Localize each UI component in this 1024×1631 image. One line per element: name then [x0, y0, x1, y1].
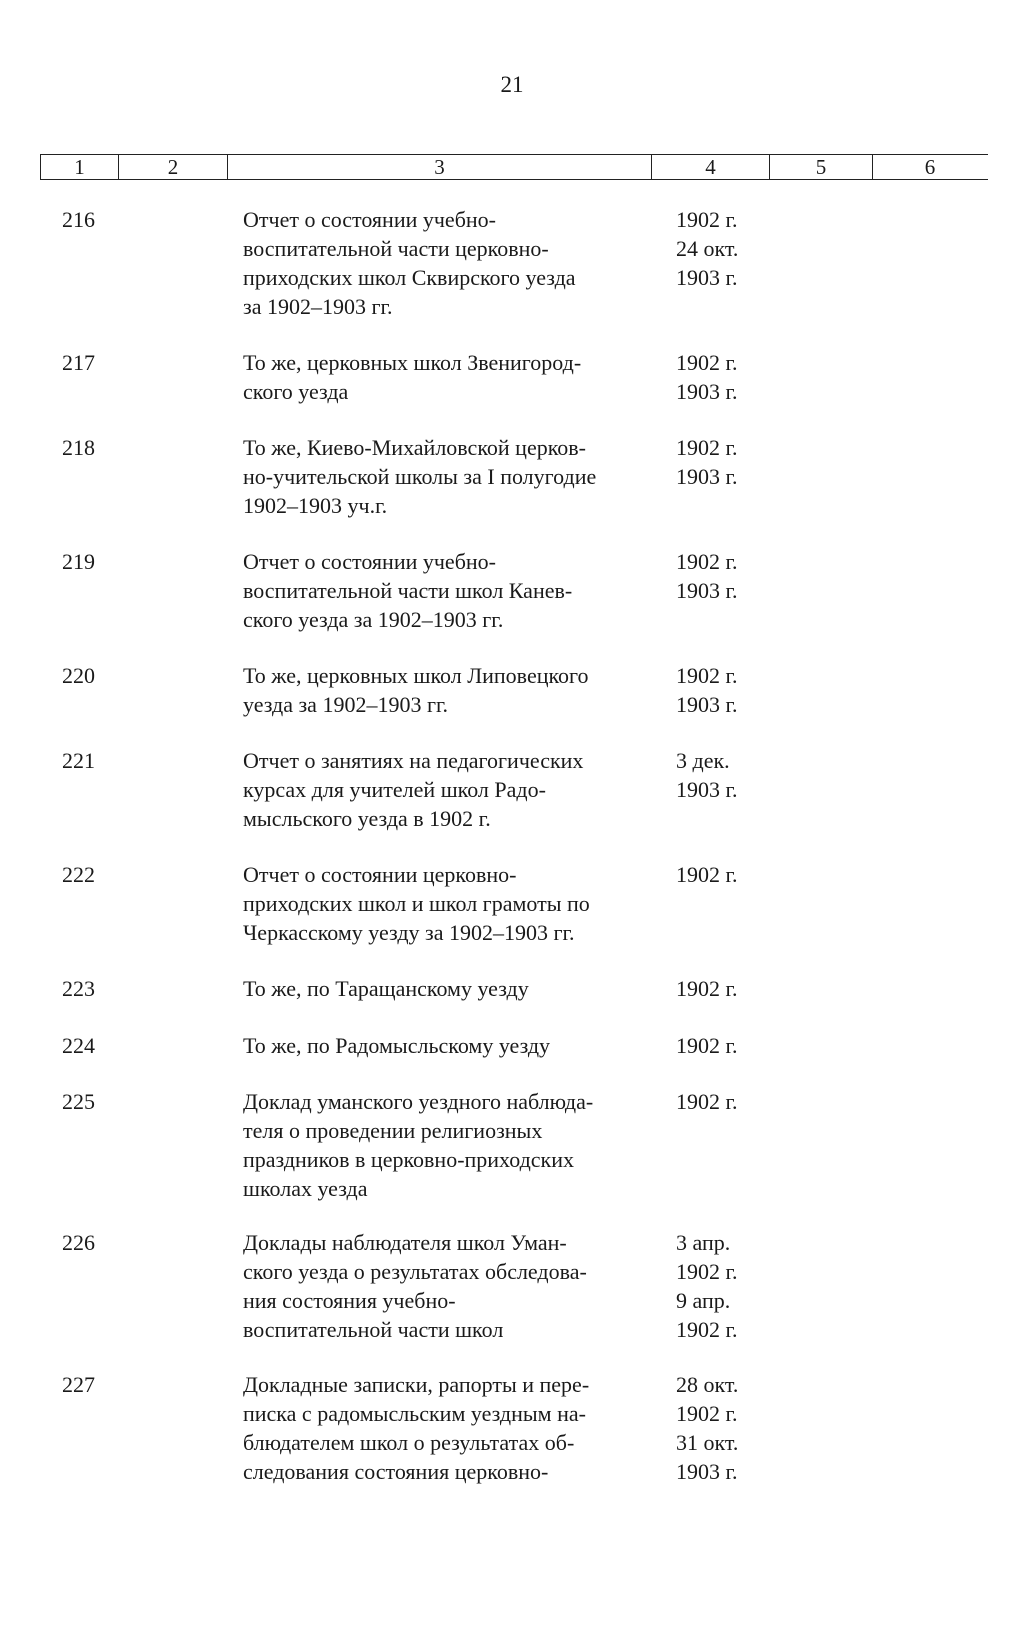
entry-title-line: Отчет о занятиях на педагогических [243, 748, 584, 773]
entry-date-line: 28 окт. [676, 1372, 739, 1397]
entry-number: 227 [62, 1372, 95, 1397]
entry-title-line: То же, церковных школ Липовецкого [243, 663, 589, 688]
entry-title-line: 1902–1903 уч.г. [243, 493, 388, 518]
entry-title-line: курсах для учителей школ Радо- [243, 777, 546, 802]
entry-title [243, 1228, 663, 1344]
entry-title-line: приходских школ и школ грамоты по [243, 891, 590, 916]
entry-number: 217 [62, 350, 95, 375]
entry-title-line: То же, по Таращанскому уезду [243, 976, 529, 1001]
entry-date-line: 3 апр. [676, 1230, 731, 1255]
entry-title-line: праздников в церковно-приходских [243, 1147, 575, 1172]
entry-date-line: 1902 г. [676, 1033, 738, 1058]
entry-dates [676, 205, 738, 292]
entry-title-line: Отчет о состоянии учебно- [243, 549, 496, 574]
entry-date-line: 3 дек. [676, 748, 730, 773]
entry-number: 225 [62, 1089, 95, 1114]
entry-date-line: 1903 г. [676, 379, 738, 404]
entry-title-line: теля о проведении религиозных [243, 1118, 543, 1143]
entry-title-line: следования состояния церковно- [243, 1459, 549, 1484]
entry-date-line: 1902 г. [676, 1089, 738, 1114]
entry-title-line: воспитательной части школ [243, 1317, 504, 1342]
entry-date-line: 1903 г. [676, 464, 738, 489]
entry-title-line: воспитательной части церковно- [243, 236, 549, 261]
entry-date-line: 1902 г. [676, 350, 738, 375]
page-number: 21 [500, 72, 524, 97]
entry-title-line: писка с радомысльским уездным на- [243, 1401, 586, 1426]
entry-date-line: 1903 г. [676, 265, 738, 290]
entry-title [243, 1031, 663, 1060]
entry-date-line: 1902 г. [676, 663, 738, 688]
entry-dates [676, 433, 738, 491]
entry-title-line: То же, по Радомысльскому уезду [243, 1033, 551, 1058]
entry-title-line: Доклады наблюдателя школ Уман- [243, 1230, 567, 1255]
entry-date-line: 1902 г. [676, 976, 738, 1001]
entry-date-line: 1902 г. [676, 549, 738, 574]
entry-date-line: 1902 г. [676, 862, 738, 887]
entry-date-line: 1902 г. [676, 435, 738, 460]
entry-title-line: уезда за 1902–1903 гг. [243, 692, 449, 717]
entry-date-line: 1902 г. [676, 1259, 738, 1284]
entry-number: 223 [62, 976, 95, 1001]
entry-dates [676, 860, 738, 889]
entry-number: 218 [62, 435, 95, 460]
entry-dates [676, 1087, 738, 1116]
entry-title [243, 433, 663, 520]
entry-dates [676, 1031, 738, 1060]
entry-title-line: мысльского уезда в 1902 г. [243, 806, 491, 831]
entry-dates [676, 547, 738, 605]
column-header-4: 4 [652, 155, 770, 179]
entry-dates [676, 348, 738, 406]
entry-title [243, 661, 663, 719]
entry-number: 222 [62, 862, 95, 887]
entry-date-line: 1903 г. [676, 692, 738, 717]
entry-dates [676, 1228, 738, 1344]
entry-title [243, 1370, 663, 1486]
entry-title-line: ния состояния учебно- [243, 1288, 456, 1313]
entry-title-line: блюдателем школ о результатах об- [243, 1430, 575, 1455]
entry-dates [676, 661, 738, 719]
entry-dates [676, 1370, 738, 1486]
entry-number: 220 [62, 663, 95, 688]
column-header-1: 1 [41, 155, 119, 179]
column-header-2: 2 [119, 155, 228, 179]
entry-date-line: 1903 г. [676, 777, 738, 802]
entry-title-line: Отчет о состоянии церковно- [243, 862, 517, 887]
entry-date-line: 1902 г. [676, 1401, 738, 1426]
entry-date-line: 1903 г. [676, 578, 738, 603]
entry-title [243, 860, 663, 947]
column-header-5: 5 [770, 155, 873, 179]
entry-dates [676, 974, 738, 1003]
entry-date-line: 1902 г. [676, 207, 738, 232]
entry-title-line: но-учительской школы за I полугодие [243, 464, 597, 489]
entry-title-line: Черкасскому уезду за 1902–1903 гг. [243, 920, 575, 945]
entry-title-line: Отчет о состоянии учебно- [243, 207, 496, 232]
entry-title-line: То же, Киево-Михайловской церков- [243, 435, 586, 460]
entry-date-line: 31 окт. [676, 1430, 739, 1455]
column-header-3: 3 [228, 155, 652, 179]
entry-number: 216 [62, 207, 95, 232]
entry-title [243, 746, 663, 833]
entry-date-line: 1903 г. [676, 1459, 738, 1484]
entry-number: 226 [62, 1230, 95, 1255]
entry-title-line: приходских школ Сквирского уезда [243, 265, 576, 290]
entry-title [243, 974, 663, 1003]
entry-title [243, 348, 663, 406]
entry-title-line: ского уезда за 1902–1903 гг. [243, 607, 504, 632]
entry-title-line: школах уезда [243, 1176, 368, 1201]
entry-title-line: Докладные записки, рапорты и пере- [243, 1372, 590, 1397]
column-header-row [40, 154, 988, 180]
entry-title [243, 547, 663, 634]
entry-title [243, 1087, 663, 1203]
entry-title [243, 205, 663, 321]
entry-date-line: 9 апр. [676, 1288, 731, 1313]
entry-date-line: 1902 г. [676, 1317, 738, 1342]
entry-title-line: воспитательной части школ Канев- [243, 578, 573, 603]
entry-title-line: То же, церковных школ Звенигород- [243, 350, 582, 375]
entry-title-line: ского уезда о результатах обследова- [243, 1259, 587, 1284]
entry-dates [676, 746, 738, 804]
entry-number: 224 [62, 1033, 95, 1058]
entry-title-line: ского уезда [243, 379, 349, 404]
entry-title-line: за 1902–1903 гг. [243, 294, 393, 319]
entry-date-line: 24 окт. [676, 236, 739, 261]
entry-number: 219 [62, 549, 95, 574]
entry-title-line: Доклад уманского уездного наблюда- [243, 1089, 594, 1114]
entry-number: 221 [62, 748, 95, 773]
column-header-6: 6 [924, 155, 936, 179]
